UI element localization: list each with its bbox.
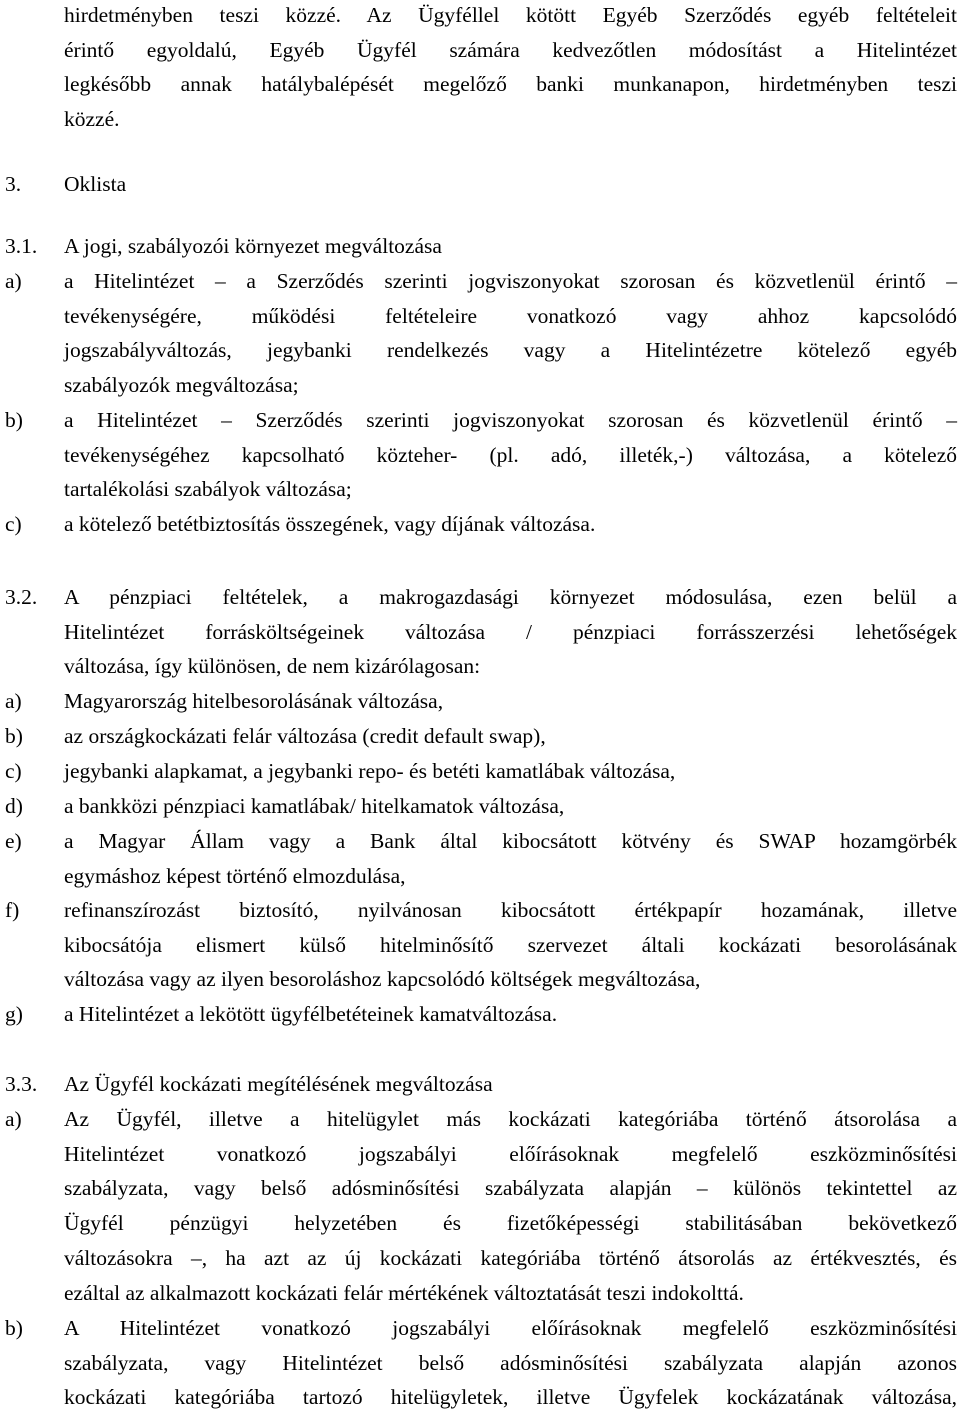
list-item — [64, 997, 957, 1032]
text-line: Magyarország hitelbesorolásának változása, — [64, 689, 444, 713]
text-line: ezáltal az alkalmazott kockázati felár mértékének változtatását teszi indokolttá. — [64, 1280, 744, 1305]
text-line: egymáshoz képest történő elmozdulása, — [64, 863, 406, 888]
text-line: kockázati kategóriába tartozó hitelügyletek, illetve Ügyfelek kockázatának változása, — [64, 1385, 957, 1410]
text-line: Ügyfél pénzügyi helyzetében és fizetőképességi stabilitásában bekövetkező — [64, 1211, 957, 1236]
subsection-intro — [64, 580, 957, 684]
text-line: Hitelintézet vonatkozó jogszabályi előírásoknak megfelelő eszközminősítési — [64, 1141, 957, 1166]
text-line: tevékenységére, működési feltételeire vonatkozó vagy ahhoz kapcsolódó — [64, 303, 957, 328]
text-line: a Hitelintézet – Szerződés szerinti jogviszonyokat szorosan és közvetlenül érintő – — [64, 408, 957, 432]
list-label: g) — [5, 1002, 23, 1026]
list-item — [64, 719, 957, 754]
list-item — [64, 789, 957, 824]
list-label: e) — [5, 829, 22, 853]
list-item — [64, 824, 957, 893]
intro-paragraph — [64, 0, 957, 137]
text-line: jegybanki alapkamat, a jegybanki repo- és betéti kamatlábak változása, — [64, 759, 676, 783]
section-title: Oklista — [64, 172, 127, 196]
text-line: az országkockázati felár változása (credit default swap), — [64, 724, 546, 748]
list-label: a) — [5, 1107, 22, 1131]
subsection-number: 3.1. — [5, 234, 38, 258]
text-line: Hitelintézet forrásköltségeinek változása / pénzpiaci forrásszerzési lehetőségek — [64, 619, 957, 644]
text-line: refinanszírozást biztosító, nyilvánosan kibocsátott értékpapír hozamának, illetve — [64, 898, 957, 922]
list-label: b) — [5, 1316, 23, 1340]
list-label: d) — [5, 794, 23, 818]
list-item — [64, 684, 957, 719]
text-line: hirdetményben teszi közzé. Az Ügyféllel kötött Egyéb Szerződés egyéb feltételeit — [64, 3, 957, 27]
text-line: érintő egyoldalú, Egyéb Ügyfél számára kedvezőtlen módosítást a Hitelintézet — [64, 37, 957, 62]
text-line: a bankközi pénzpiaci kamatlábak/ hitelkamatok változása, — [64, 794, 565, 818]
list-label: c) — [5, 512, 22, 536]
text-line: A pénzpiaci feltételek, a makrogazdasági környezet módosulása, ezen belül a — [64, 585, 957, 609]
text-line: tevékenységéhez kapcsolható közteher- (pl. adó, illeték,-) változása, a kötelező — [64, 442, 957, 467]
list-label: a) — [5, 269, 22, 293]
text-line: változása, így különösen, de nem kizárólagosan: — [64, 654, 481, 679]
list-item — [64, 893, 957, 997]
text-line: Az Ügyfél, illetve a hitelügylet más kockázati kategóriába történő átsorolása a — [64, 1107, 957, 1131]
list-label: a) — [5, 689, 22, 713]
text-line: szabályzata, vagy belső adósminősítési szabályzata alapján – különös tekintettel az — [64, 1176, 957, 1201]
list-item — [64, 1311, 957, 1415]
list-item — [64, 403, 957, 507]
text-line: szabályozók megváltozása; — [64, 373, 299, 398]
subsection-title: Az Ügyfél kockázati megítélésének megváltozása — [64, 1072, 493, 1096]
text-line: tartalékolási szabályok változása; — [64, 477, 352, 502]
text-line: legkésőbb annak hatálybalépését megelőző banki munkanapon, hirdetményben teszi — [64, 72, 957, 97]
text-line: változása vagy az ilyen besoroláshoz kapcsolódó költségek megváltozása, — [64, 967, 701, 992]
text-line: közzé. — [64, 107, 120, 132]
text-line: A Hitelintézet vonatkozó jogszabályi előírásoknak megfelelő eszközminősítési — [64, 1316, 957, 1340]
text-line: szabályzata, vagy Hitelintézet belső adósminősítési szabályzata alapján azonos — [64, 1350, 957, 1375]
list-label: f) — [5, 898, 20, 922]
text-line: a kötelező betétbiztosítás összegének, vagy díjának változása. — [64, 512, 596, 536]
list-item — [64, 264, 957, 403]
list-item — [64, 754, 957, 789]
text-line: a Magyar Állam vagy a Bank által kibocsátott kötvény és SWAP hozamgörbék — [64, 829, 957, 853]
list-item — [64, 507, 957, 542]
subsection-number: 3.2. — [5, 585, 38, 609]
list-label: c) — [5, 759, 22, 783]
text-line: kibocsátója elismert külső hitelminősítő szervezet általi kockázati besorolásának — [64, 932, 957, 957]
list-label: b) — [5, 724, 23, 748]
text-line: a Hitelintézet a lekötött ügyfélbetéteinek kamatváltozása. — [64, 1002, 558, 1026]
text-line: a Hitelintézet – a Szerződés szerinti jogviszonyokat szorosan és közvetlenül érintő – — [64, 269, 957, 293]
text-line: változásokra –, ha azt az új kockázati kategóriába történő átsorolás az értékvesztés, és — [64, 1245, 957, 1270]
subsection-number: 3.3. — [5, 1072, 38, 1096]
subsection-title: A jogi, szabályozói környezet megváltozása — [64, 234, 442, 258]
text-line: jogszabályváltozás, jegybanki rendelkezés vagy a Hitelintézetre kötelező egyéb — [64, 338, 957, 363]
section-number: 3. — [5, 172, 22, 196]
list-item — [64, 1102, 957, 1310]
list-label: b) — [5, 408, 23, 432]
